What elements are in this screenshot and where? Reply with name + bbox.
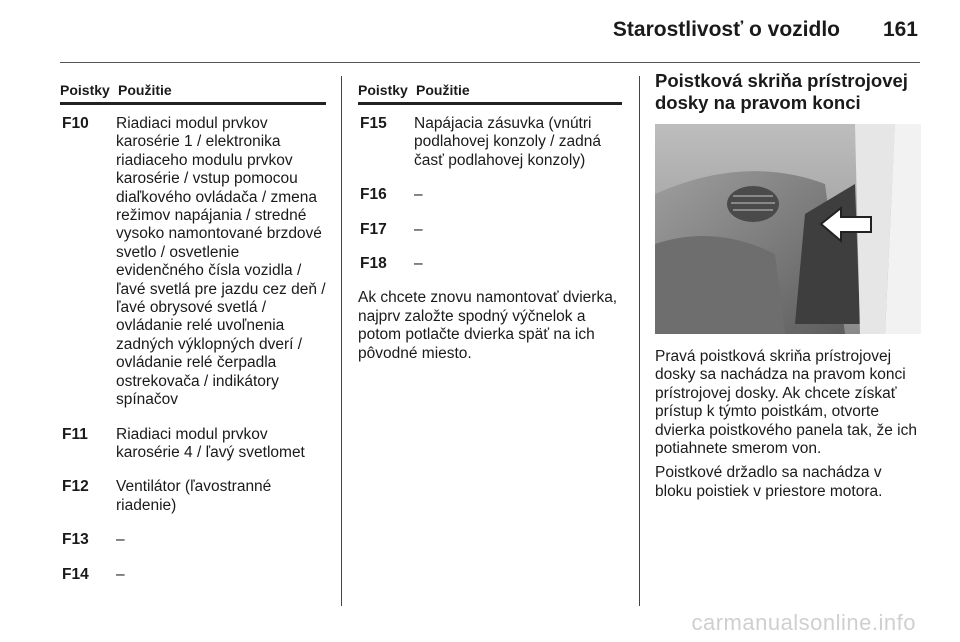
column-divider-1 xyxy=(341,76,342,606)
header-divider xyxy=(60,62,920,63)
section-paragraph: Pravá poistková skriňa prístrojovej dosky sa nachádza na pravom konci prístrojovej dosky. Ak chcete získať prístup k týmto poistkám, otvorte dvierka poistkového panela tak, že ich potiahnete smerom von. xyxy=(655,348,917,458)
right-section xyxy=(655,70,921,507)
table-header xyxy=(60,80,326,102)
fuse-code: F14 xyxy=(62,565,89,583)
fuse-usage: Riadiaci modul prvkov karosérie 4 / ľavý svetlomet xyxy=(116,425,305,461)
page-number: 161 xyxy=(882,18,918,41)
table-header xyxy=(358,80,622,102)
fuse-usage: – xyxy=(116,565,125,583)
table-row xyxy=(60,426,326,463)
page-title: Starostlivosť o vozidlo xyxy=(612,18,840,41)
fuse-code: F12 xyxy=(62,478,89,496)
page-header xyxy=(60,18,920,46)
section-paragraph: Poistkové držadlo sa nachádza v bloku poistiek v priestore motora. xyxy=(655,464,883,500)
fuse-column-header: Poistky xyxy=(358,82,408,98)
watermark: carmanualsonline.info xyxy=(691,610,916,635)
table-row xyxy=(60,478,326,515)
fuse-usage: – xyxy=(414,255,423,273)
fuse-table-left xyxy=(60,80,326,600)
fuse-table-right xyxy=(358,80,622,369)
fuse-code: F10 xyxy=(62,115,89,132)
fuse-usage: – xyxy=(414,186,423,204)
fuse-code: F15 xyxy=(360,115,387,132)
fuse-usage: Ventilátor (ľavostranné riadenie) xyxy=(116,478,272,514)
dashboard-illustration xyxy=(655,124,921,334)
column-divider-2 xyxy=(639,76,640,606)
table-row xyxy=(358,115,622,170)
fuse-code: F18 xyxy=(360,255,387,273)
fuse-usage: – xyxy=(414,220,423,238)
air-vent xyxy=(727,186,779,222)
dashboard-photo xyxy=(655,124,921,334)
table-row xyxy=(60,531,326,549)
table-row xyxy=(60,115,326,410)
fuse-code: F16 xyxy=(360,186,387,204)
table-row xyxy=(60,566,326,584)
fuse-usage: – xyxy=(116,531,125,549)
fuse-usage: Napájacia zásuvka (vnútri podlahovej konzoly / zadná časť podlahovej konzoly) xyxy=(414,115,601,169)
table-header-rule xyxy=(358,102,622,105)
usage-column-header: Použitie xyxy=(416,82,470,98)
table-row xyxy=(358,255,622,273)
table-row xyxy=(358,221,622,239)
usage-column-header: Použitie xyxy=(118,82,172,98)
table-header-rule xyxy=(60,102,326,105)
table-row xyxy=(358,186,622,204)
fuse-code: F11 xyxy=(62,425,88,443)
section-title: Poistková skriňa prístrojovej dosky na pravom konci xyxy=(655,70,908,113)
fuse-column-header: Poistky xyxy=(60,82,110,98)
fuse-code: F13 xyxy=(62,531,89,549)
reinstall-paragraph: Ak chcete znovu namontovať dvierka, najprv založte spodný výčnelok a potom potlačte dvierka späť na ich pôvodné miesto. xyxy=(358,289,618,362)
fuse-code: F17 xyxy=(360,220,387,238)
fuse-usage: Riadiaci modul prvkov karosérie 1 / elektronika riadiaceho modulu prvkov karosérie / vstup pomocou diaľkového ovládača / zmena režimov napájania / stredné vysoko namontované brzdové svetlo / osvetlenie evidenčného čísla vozidla / ľavé svetlá pre jazdu cez deň / ľavé obrysové svetlá / ovládanie relé uvoľnenia zadných výklopných dverí / ovládanie relé čerpadla ostrekovača / indikátory spínačov xyxy=(116,115,326,409)
